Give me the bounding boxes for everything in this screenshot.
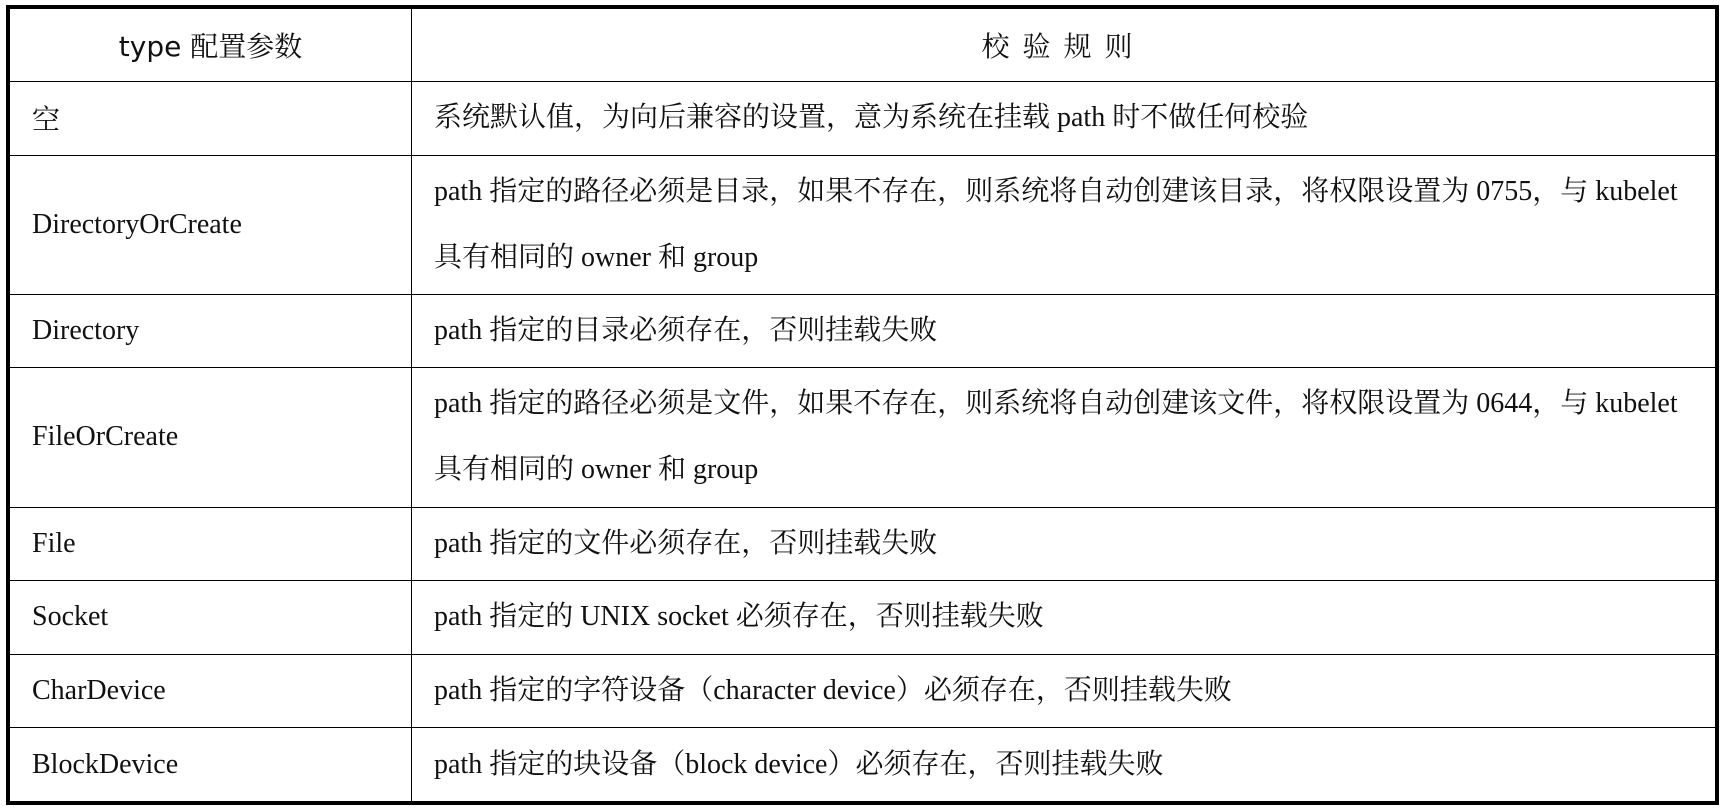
header-rule: 校验规则	[412, 9, 1716, 82]
type-cell: Socket	[10, 581, 412, 655]
table-row	[10, 294, 1716, 368]
rule-cell: path 指定的文件必须存在，否则挂载失败	[412, 507, 1716, 581]
rule-cell: path 指定的目录必须存在，否则挂载失败	[412, 294, 1716, 368]
table-row	[10, 507, 1716, 581]
type-cell: DirectoryOrCreate	[10, 155, 412, 294]
type-cell: 空	[10, 82, 412, 156]
rule-cell: path 指定的块设备（block device）必须存在，否则挂载失败	[412, 728, 1716, 802]
table-row	[10, 654, 1716, 728]
table-row	[10, 581, 1716, 655]
table-row	[10, 155, 1716, 294]
type-cell: File	[10, 507, 412, 581]
table-row	[10, 728, 1716, 802]
header-type: type 配置参数	[10, 9, 412, 82]
type-cell: FileOrCreate	[10, 368, 412, 507]
rule-cell: path 指定的路径必须是目录，如果不存在，则系统将自动创建该目录，将权限设置为 0755，与 kubelet 具有相同的 owner 和 group	[412, 155, 1716, 294]
table-row	[10, 82, 1716, 156]
table	[9, 8, 1716, 802]
type-cell: BlockDevice	[10, 728, 412, 802]
header-row	[10, 9, 1716, 82]
table-row	[10, 368, 1716, 507]
type-cell: CharDevice	[10, 654, 412, 728]
rule-cell: 系统默认值，为向后兼容的设置，意为系统在挂载 path 时不做任何校验	[412, 82, 1716, 156]
hostpath-type-table	[6, 5, 1719, 805]
type-cell: Directory	[10, 294, 412, 368]
rule-cell: path 指定的路径必须是文件，如果不存在，则系统将自动创建该文件，将权限设置为 0644，与 kubelet 具有相同的 owner 和 group	[412, 368, 1716, 507]
rule-cell: path 指定的字符设备（character device）必须存在，否则挂载失败	[412, 654, 1716, 728]
rule-cell: path 指定的 UNIX socket 必须存在，否则挂载失败	[412, 581, 1716, 655]
